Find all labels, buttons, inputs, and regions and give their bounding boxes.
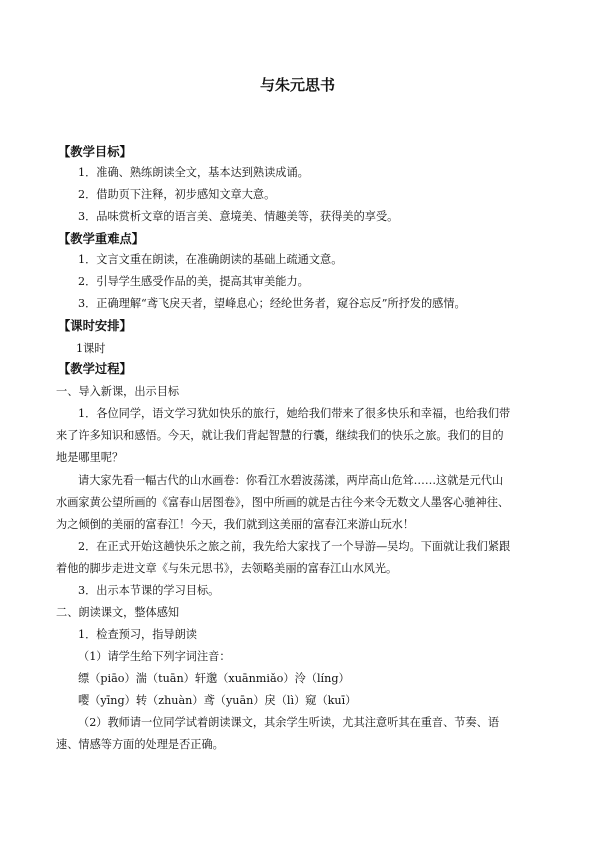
paragraph-line: 水画家黄公望所画的《富春山居图卷》，图中所画的就是古往今来令无数文人墨客心驰神往、 — [56, 496, 510, 509]
paragraph-line: 速、情感等方面的处理是否正确。 — [56, 738, 224, 751]
paragraph-line: 着他的脚步走进文章《与朱元思书》，去领略美丽的富春江山水风光。 — [56, 562, 398, 575]
page-title: 与朱元思书 — [259, 76, 335, 94]
section-heading-process: 【教学过程】 — [58, 362, 132, 376]
key-point-item: 3．正确理解“鸢飞戾天者，望峰息心；经纶世务者，窥谷忘反”所抒发的感情。 — [78, 297, 466, 310]
objective-item: 2．借助页下注释，初步感知文章大意。 — [78, 188, 276, 201]
paragraph-line: （2）教师请一位同学试着朗读课文，其余学生听读，尤其注意听其在重音、节奏、语 — [78, 716, 500, 729]
objective-item: 3．品味赏析文章的语言美、意境美、情趣美等，获得美的享受。 — [78, 210, 399, 223]
pinyin-line: 嘤（yīng）转（zhuàn）鸢（yuān）戾（lì）窥（kuī） — [78, 694, 357, 707]
paragraph-line: 2．在正式开始这趟快乐之旅之前，我先给大家找了一个导游—吴均。下面就让我们紧跟 — [78, 540, 511, 553]
paragraph-line: （1）请学生给下列字词注音： — [78, 650, 231, 663]
section-heading-objectives: 【教学目标】 — [58, 145, 132, 159]
key-point-item: 2．引导学生感受作品的美，提高其审美能力。 — [78, 275, 309, 288]
key-point-item: 1．文言文重在朗读，在准确朗读的基础上疏通文意。 — [78, 253, 343, 266]
section-heading-schedule: 【课时安排】 — [58, 319, 132, 333]
paragraph-line: 1．检查预习，指导朗读 — [78, 628, 197, 641]
paragraph-line: 为之倾倒的美丽的富春江！今天，我们就到这美丽的富春江来游山玩水！ — [56, 518, 415, 531]
paragraph-line: 1．各位同学，语文学习犹如快乐的旅行，她给我们带来了很多快乐和幸福，也给我们带 — [78, 407, 511, 420]
objective-item: 1．准确、熟练朗读全文，基本达到熟读成诵。 — [78, 166, 309, 179]
paragraph-line: 3．出示本节课的学习目标。 — [78, 584, 220, 597]
schedule-text: 1课时 — [76, 342, 106, 355]
paragraph-line: 请大家先看一幅古代的山水画卷：你看江水碧波荡漾，两岸高山危耸……这就是元代山 — [78, 474, 504, 487]
paragraph-line: 地是哪里呢？ — [56, 451, 124, 464]
pinyin-line: 缥（piāo）湍（tuān）轩邈（xuānmiǎo）泠（líng） — [78, 672, 350, 685]
process-step-heading: 一、导入新课，出示目标 — [56, 385, 180, 398]
process-step-heading: 二、朗读课文，整体感知 — [56, 606, 180, 619]
paragraph-line: 来了许多知识和感悟。今天，就让我们背起智慧的行囊，继续我们的快乐之旅。我们的目的 — [56, 429, 504, 442]
section-heading-key-points: 【教学重难点】 — [58, 232, 145, 246]
